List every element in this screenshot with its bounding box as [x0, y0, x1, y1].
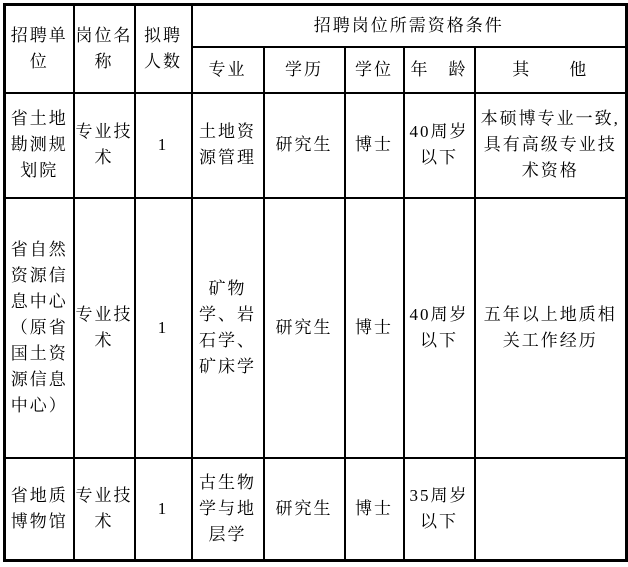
- major-cell: 土地资源管理: [192, 93, 264, 198]
- age-cell: 40周岁以下: [404, 198, 475, 458]
- position-cell: 专业技术: [74, 458, 135, 561]
- degree-cell: 博士: [345, 93, 404, 198]
- header-qualifications-group: 招聘岗位所需资格条件: [192, 5, 627, 47]
- education-cell: 研究生: [264, 198, 345, 458]
- header-unit: 招聘单位: [5, 5, 74, 93]
- degree-cell: 博士: [345, 198, 404, 458]
- position-cell: 专业技术: [74, 93, 135, 198]
- count-cell: 1: [135, 198, 192, 458]
- age-cell: 35周岁以下: [404, 458, 475, 561]
- header-count: 拟聘人数: [135, 5, 192, 93]
- other-cell: 五年以上地质相关工作经历: [475, 198, 627, 458]
- count-cell: 1: [135, 458, 192, 561]
- major-cell: 古生物学与地层学: [192, 458, 264, 561]
- table-row: [5, 93, 627, 198]
- count-cell: 1: [135, 93, 192, 198]
- table-row: [5, 198, 627, 458]
- header-age: 年 龄: [404, 47, 475, 93]
- education-cell: 研究生: [264, 93, 345, 198]
- header-major: 专业: [192, 47, 264, 93]
- unit-cell: 省土地勘测规划院: [5, 93, 74, 198]
- other-cell: 本硕博专业一致,具有高级专业技术资格: [475, 93, 627, 198]
- unit-cell: 省地质博物馆: [5, 458, 74, 561]
- header-row-1: [5, 5, 627, 47]
- degree-cell: 博士: [345, 458, 404, 561]
- position-cell: 专业技术: [74, 198, 135, 458]
- header-position: 岗位名称: [74, 5, 135, 93]
- header-education: 学历: [264, 47, 345, 93]
- table-row: [5, 458, 627, 561]
- age-cell: 40周岁以下: [404, 93, 475, 198]
- major-cell: 矿物学、岩石学、矿床学: [192, 198, 264, 458]
- education-cell: 研究生: [264, 458, 345, 561]
- header-other: 其 他: [475, 47, 627, 93]
- recruitment-table: [3, 3, 628, 562]
- unit-cell: 省自然资源信息中心（原省国土资源信息中心）: [5, 198, 74, 458]
- header-degree: 学位: [345, 47, 404, 93]
- other-cell: [475, 458, 627, 561]
